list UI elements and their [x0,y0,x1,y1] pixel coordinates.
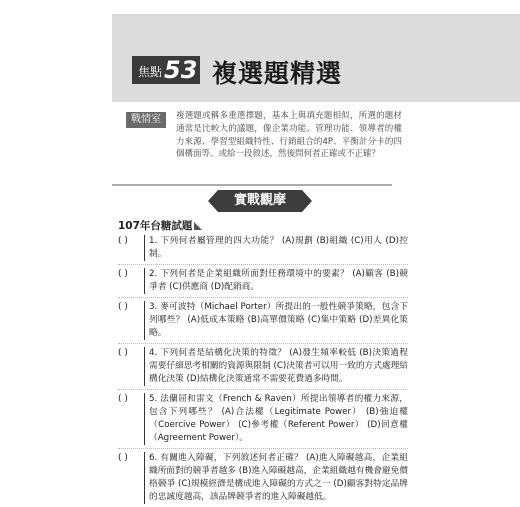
question-text: 3. 麥可波特（Michael Porter）所提出的一般性競爭策略，包含下列哪些？ (A)低成本策略 (B)高單價策略 (C)集中策略 (D)差異化策略。 [149,302,408,338]
question-item [118,297,408,343]
question-divider [144,393,145,445]
question-item [118,232,408,264]
question-divider [144,301,145,340]
exam-section-title: 107年台糖試題 [118,220,193,232]
intro-text: 複選題或稱多重選擇題，基本上與填充題相似，所選的題材通常是比較大的議題，像企業功能、管理功能、領導者的權力來源、學習型組織特性、行銷組合的4P、平衡計分卡的四個構面等。或給一段敘述，然後問何者正確或不正確？ [176,111,402,160]
answer-blank: ( ) [118,453,128,463]
badge-label: 焦點 [138,65,163,79]
answer-blank: ( ) [118,236,128,246]
question-text: 6. 有關進入障礙，下列敘述何者正確？ (A)進入障礙越高，企業組織所面對的競爭者越多 (B)進入障礙越高，企業組織越有機會避免價格競爭 (C)規模經濟是構成進入障礙的方式之一 (D)顧客對特定品牌的忠誠度越高，該品牌競爭者的進入障礙越低。 [149,453,408,502]
question-item [118,448,408,507]
focus-badge [132,56,200,84]
page-title: 複選題精選 [212,59,343,88]
question-list [118,232,408,507]
question-text: 2. 下列何者是企業組織所面對任務環境中的要素？ (A)顧客 (B)競爭者 (C)供應商 (D)配銷商。 [149,269,408,292]
answer-blank: ( ) [118,348,128,358]
intro-tag: 戰情室 [126,112,166,128]
question-item [118,343,408,389]
question-text: 5. 法蘭屈和雷文（French & Raven）所提出領導者的權力來源，包含下列哪些？ (A)合法權（Legitimate Power） (B)強迫權（Coercive Power） (C)參考權（Referent Power） (D)回意權（Agreement Power）。 [149,394,408,443]
question-text: 1. 下列何者屬管理的四大功能？ (A)規劃 (B)組織 (C)用人 (D)控制。 [149,236,408,259]
question-item [118,264,408,297]
exam-section-heading [118,218,202,233]
question-item [118,389,408,448]
practice-banner: 實戰觀摩 [218,190,302,212]
question-divider [144,452,145,504]
question-divider [144,235,145,261]
triangle-marker-icon [194,222,202,230]
answer-blank: ( ) [118,302,128,312]
question-divider [144,347,145,386]
question-divider [144,268,145,294]
question-text: 4. 下列何者是結構化決策的特徵？ (A)發生頻率較低 (B)決策過程需要仔細思考相關的資源與限制 (C)決策者可以用一致的方式處理結構化決策 (D)結構化決策通常不需要花費過多時間。 [149,348,408,384]
badge-number: 53 [164,56,198,84]
answer-blank: ( ) [118,394,128,404]
answer-blank: ( ) [118,269,128,279]
